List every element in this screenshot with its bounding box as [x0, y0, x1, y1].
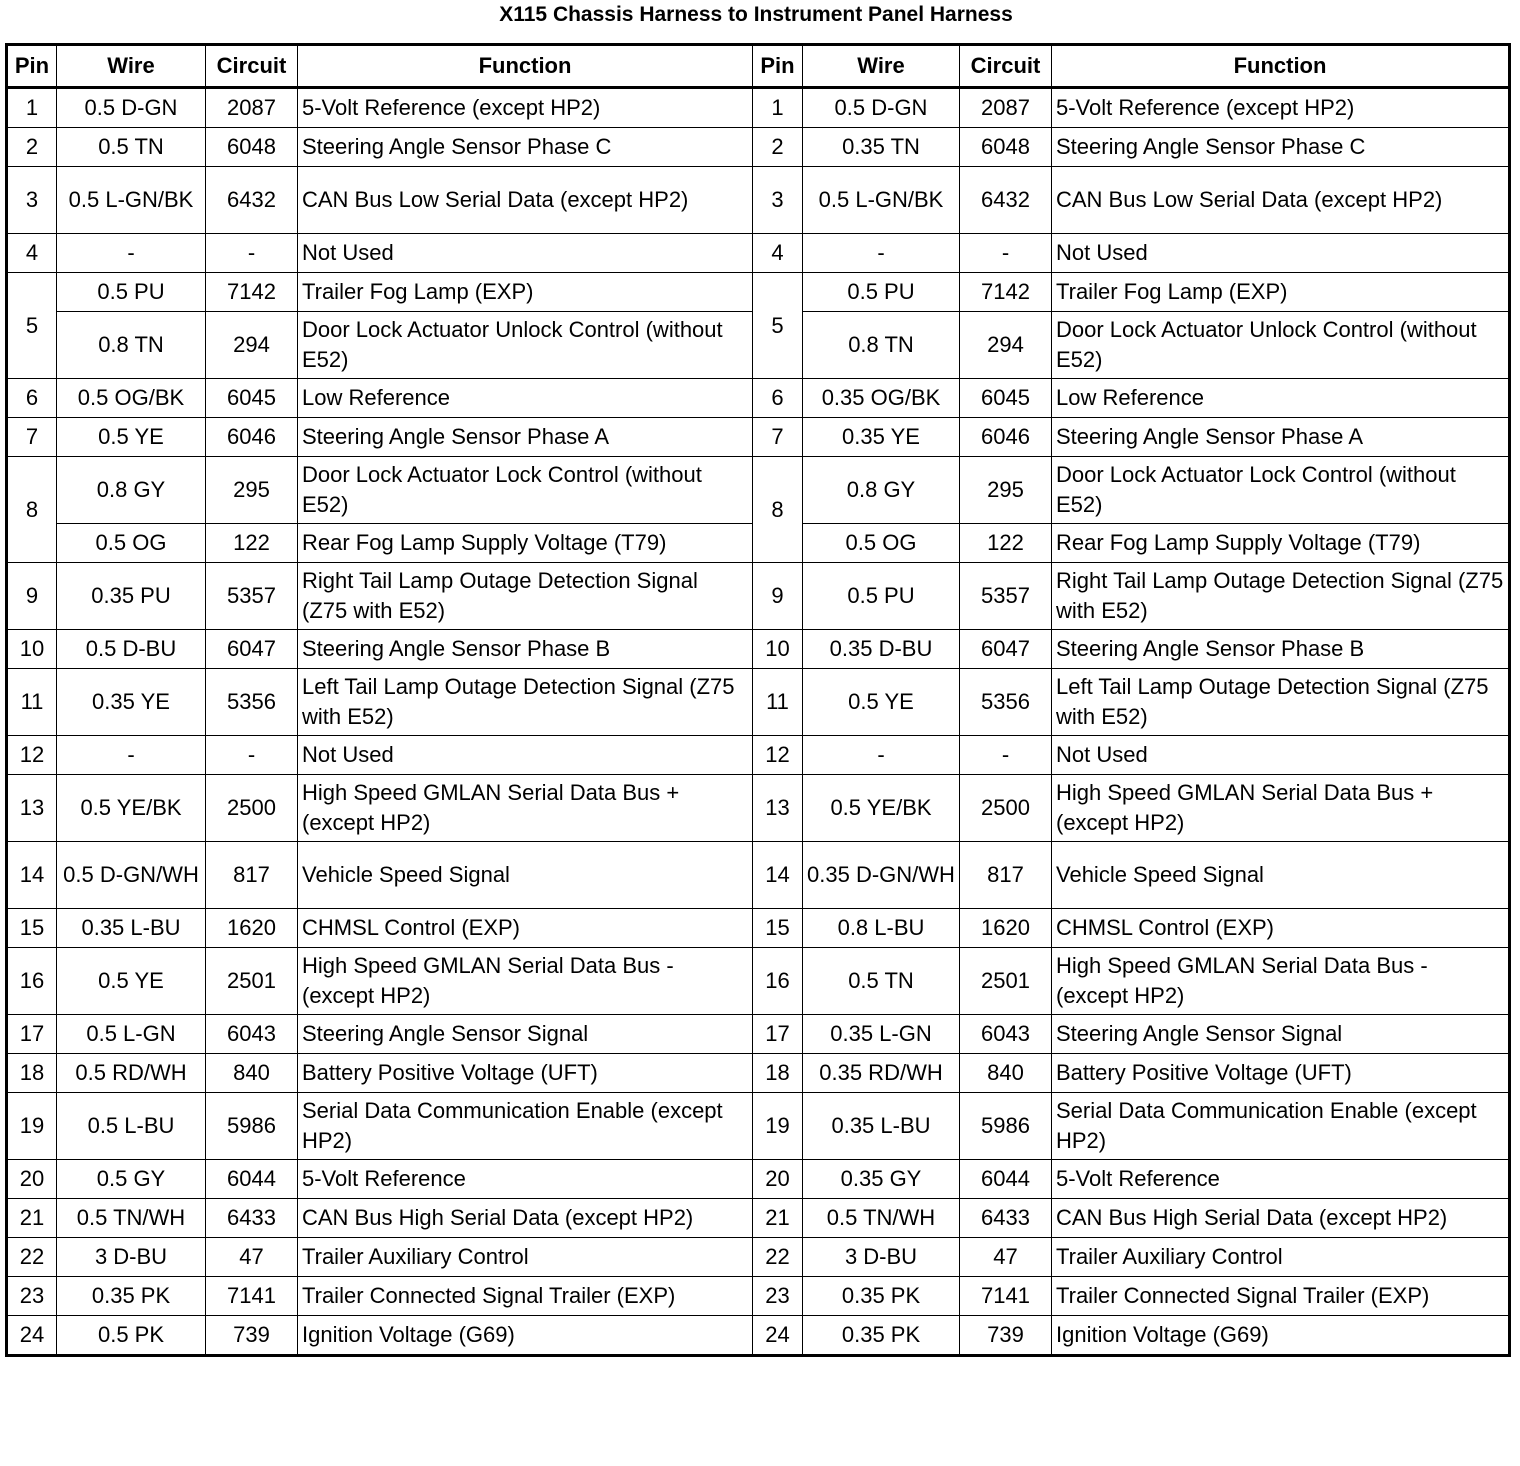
pin-cell: 14 [7, 842, 57, 909]
pin-cell: 23 [7, 1277, 57, 1316]
pin-cell: 22 [753, 1238, 803, 1277]
function-cell: Steering Angle Sensor Signal [1052, 1015, 1510, 1054]
pin-cell: 8 [753, 457, 803, 563]
circuit-cell: 6045 [206, 379, 298, 418]
wire-cell: 0.35 RD/WH [803, 1054, 960, 1093]
wire-cell: 0.5 YE/BK [803, 775, 960, 842]
wire-cell: 0.35 OG/BK [803, 379, 960, 418]
pin-cell: 1 [7, 88, 57, 128]
wire-cell: 0.5 OG [57, 524, 206, 563]
connector-pinout-table [5, 43, 1511, 1357]
pin-cell: 13 [753, 775, 803, 842]
circuit-cell: 5356 [206, 669, 298, 736]
function-cell: Right Tail Lamp Outage Detection Signal (Z75 with E52) [298, 563, 753, 630]
header-pin-left: Pin [7, 45, 57, 88]
table-row [7, 736, 1510, 775]
function-cell: High Speed GMLAN Serial Data Bus + (except HP2) [1052, 775, 1510, 842]
circuit-cell: 7142 [206, 273, 298, 312]
wire-cell: 0.35 PK [803, 1277, 960, 1316]
wire-cell: 0.5 RD/WH [57, 1054, 206, 1093]
wire-cell: 0.5 GY [57, 1160, 206, 1199]
function-cell: Battery Positive Voltage (UFT) [1052, 1054, 1510, 1093]
pin-cell: 12 [753, 736, 803, 775]
function-cell: High Speed GMLAN Serial Data Bus - (except HP2) [298, 948, 753, 1015]
pin-cell: 18 [7, 1054, 57, 1093]
circuit-cell: 6047 [960, 630, 1052, 669]
circuit-cell: 6432 [206, 167, 298, 234]
circuit-cell: 295 [960, 457, 1052, 524]
wire-cell: - [57, 736, 206, 775]
pin-cell: 17 [7, 1015, 57, 1054]
function-cell: CAN Bus High Serial Data (except HP2) [1052, 1199, 1510, 1238]
pin-cell: 4 [7, 234, 57, 273]
wire-cell: 0.8 TN [57, 312, 206, 379]
circuit-cell: 2501 [960, 948, 1052, 1015]
circuit-cell: - [960, 234, 1052, 273]
circuit-cell: 7141 [206, 1277, 298, 1316]
circuit-cell: 6433 [206, 1199, 298, 1238]
circuit-cell: 294 [206, 312, 298, 379]
pin-cell: 24 [753, 1316, 803, 1356]
function-cell: Serial Data Communication Enable (except HP2) [298, 1093, 753, 1160]
function-cell: Not Used [298, 234, 753, 273]
circuit-cell: 2500 [960, 775, 1052, 842]
circuit-cell: 6043 [206, 1015, 298, 1054]
circuit-cell: 2087 [206, 88, 298, 128]
table-row [7, 909, 1510, 948]
header-row [7, 45, 1510, 88]
function-cell: Steering Angle Sensor Phase A [1052, 418, 1510, 457]
header-circuit-right: Circuit [960, 45, 1052, 88]
document-title: X115 Chassis Harness to Instrument Panel Harness [499, 3, 1013, 26]
wire-cell: 0.5 L-GN [57, 1015, 206, 1054]
pin-cell: 5 [753, 273, 803, 379]
function-cell: Door Lock Actuator Lock Control (without E52) [1052, 457, 1510, 524]
wire-cell: 0.35 PK [57, 1277, 206, 1316]
wire-cell: 0.5 D-GN/WH [57, 842, 206, 909]
pin-cell: 21 [753, 1199, 803, 1238]
function-cell: Not Used [1052, 736, 1510, 775]
wire-cell: 0.35 PK [803, 1316, 960, 1356]
table-row [7, 1160, 1510, 1199]
wire-cell: 0.5 TN [803, 948, 960, 1015]
wire-cell: - [803, 234, 960, 273]
table-row [7, 1277, 1510, 1316]
circuit-cell: 840 [960, 1054, 1052, 1093]
function-cell: 5-Volt Reference (except HP2) [1052, 88, 1510, 128]
header-wire-right: Wire [803, 45, 960, 88]
function-cell: Serial Data Communication Enable (except HP2) [1052, 1093, 1510, 1160]
pin-cell: 23 [753, 1277, 803, 1316]
pin-cell: 7 [753, 418, 803, 457]
function-cell: Steering Angle Sensor Phase C [1052, 128, 1510, 167]
wire-cell: 0.5 YE/BK [57, 775, 206, 842]
pin-cell: 9 [753, 563, 803, 630]
wire-cell: 0.35 L-GN [803, 1015, 960, 1054]
function-cell: Low Reference [298, 379, 753, 418]
table-row [7, 948, 1510, 1015]
function-cell: Ignition Voltage (G69) [1052, 1316, 1510, 1356]
circuit-cell: 6044 [960, 1160, 1052, 1199]
circuit-cell: 294 [960, 312, 1052, 379]
wire-cell: 0.5 OG [803, 524, 960, 563]
function-cell: Rear Fog Lamp Supply Voltage (T79) [298, 524, 753, 563]
circuit-cell: 6047 [206, 630, 298, 669]
wire-cell: 0.5 D-GN [803, 88, 960, 128]
pin-cell: 7 [7, 418, 57, 457]
circuit-cell: 5986 [206, 1093, 298, 1160]
pin-cell: 8 [7, 457, 57, 563]
function-cell: Rear Fog Lamp Supply Voltage (T79) [1052, 524, 1510, 563]
function-cell: Steering Angle Sensor Phase B [298, 630, 753, 669]
wire-cell: 0.35 YE [57, 669, 206, 736]
wire-cell: 0.5 OG/BK [57, 379, 206, 418]
wire-cell: 0.35 PU [57, 563, 206, 630]
table-row [7, 1316, 1510, 1356]
function-cell: Door Lock Actuator Unlock Control (without E52) [298, 312, 753, 379]
header-function-right: Function [1052, 45, 1510, 88]
function-cell: 5-Volt Reference (except HP2) [298, 88, 753, 128]
table-row [7, 379, 1510, 418]
wire-cell: 0.5 PU [803, 563, 960, 630]
pin-cell: 4 [753, 234, 803, 273]
wire-cell: 0.35 YE [803, 418, 960, 457]
circuit-cell: 7141 [960, 1277, 1052, 1316]
wire-cell: 0.5 YE [803, 669, 960, 736]
wire-cell: 0.5 L-GN/BK [803, 167, 960, 234]
pin-cell: 10 [7, 630, 57, 669]
wire-cell: 0.35 L-BU [803, 1093, 960, 1160]
circuit-cell: 840 [206, 1054, 298, 1093]
pin-cell: 20 [753, 1160, 803, 1199]
function-cell: Trailer Auxiliary Control [1052, 1238, 1510, 1277]
wire-cell: 0.5 D-BU [57, 630, 206, 669]
function-cell: Vehicle Speed Signal [1052, 842, 1510, 909]
function-cell: Battery Positive Voltage (UFT) [298, 1054, 753, 1093]
function-cell: CAN Bus Low Serial Data (except HP2) [1052, 167, 1510, 234]
circuit-cell: 5357 [960, 563, 1052, 630]
wire-cell: 0.8 GY [803, 457, 960, 524]
pin-cell: 1 [753, 88, 803, 128]
circuit-cell: 6045 [960, 379, 1052, 418]
pin-cell: 13 [7, 775, 57, 842]
wire-cell: 0.5 TN/WH [803, 1199, 960, 1238]
pin-cell: 19 [7, 1093, 57, 1160]
function-cell: Not Used [1052, 234, 1510, 273]
circuit-cell: 47 [206, 1238, 298, 1277]
table-row [7, 1199, 1510, 1238]
wire-cell: 0.5 PU [803, 273, 960, 312]
function-cell: Ignition Voltage (G69) [298, 1316, 753, 1356]
function-cell: Steering Angle Sensor Phase B [1052, 630, 1510, 669]
circuit-cell: - [960, 736, 1052, 775]
circuit-cell: 5356 [960, 669, 1052, 736]
header-wire-left: Wire [57, 45, 206, 88]
table-row [7, 669, 1510, 736]
function-cell: CHMSL Control (EXP) [298, 909, 753, 948]
function-cell: CAN Bus High Serial Data (except HP2) [298, 1199, 753, 1238]
wire-cell: - [803, 736, 960, 775]
function-cell: Trailer Connected Signal Trailer (EXP) [1052, 1277, 1510, 1316]
circuit-cell: 6048 [960, 128, 1052, 167]
function-cell: Trailer Connected Signal Trailer (EXP) [298, 1277, 753, 1316]
table-row [7, 457, 1510, 524]
pin-cell: 16 [7, 948, 57, 1015]
wire-cell: 0.35 GY [803, 1160, 960, 1199]
pin-cell: 11 [753, 669, 803, 736]
table-row [7, 842, 1510, 909]
pin-cell: 6 [753, 379, 803, 418]
wire-cell: 0.5 YE [57, 418, 206, 457]
circuit-cell: 6432 [960, 167, 1052, 234]
pin-cell: 19 [753, 1093, 803, 1160]
circuit-cell: 739 [960, 1316, 1052, 1356]
wire-cell: 0.8 TN [803, 312, 960, 379]
function-cell: Door Lock Actuator Unlock Control (without E52) [1052, 312, 1510, 379]
pin-cell: 2 [7, 128, 57, 167]
wire-cell: 0.5 L-BU [57, 1093, 206, 1160]
table-row [7, 1093, 1510, 1160]
function-cell: CHMSL Control (EXP) [1052, 909, 1510, 948]
function-cell: Right Tail Lamp Outage Detection Signal (Z75 with E52) [1052, 563, 1510, 630]
circuit-cell: 47 [960, 1238, 1052, 1277]
wire-cell: 0.5 TN/WH [57, 1199, 206, 1238]
table-row [7, 128, 1510, 167]
wire-cell: 0.35 L-BU [57, 909, 206, 948]
function-cell: Left Tail Lamp Outage Detection Signal (Z75 with E52) [1052, 669, 1510, 736]
wire-cell: 0.35 D-BU [803, 630, 960, 669]
function-cell: CAN Bus Low Serial Data (except HP2) [298, 167, 753, 234]
pin-cell: 24 [7, 1316, 57, 1356]
pin-cell: 12 [7, 736, 57, 775]
pin-cell: 10 [753, 630, 803, 669]
pin-cell: 17 [753, 1015, 803, 1054]
wire-cell: 0.5 TN [57, 128, 206, 167]
header-circuit-left: Circuit [206, 45, 298, 88]
wire-cell: 0.5 PU [57, 273, 206, 312]
circuit-cell: 6046 [960, 418, 1052, 457]
pin-cell: 22 [7, 1238, 57, 1277]
circuit-cell: 2087 [960, 88, 1052, 128]
table-row [7, 167, 1510, 234]
function-cell: High Speed GMLAN Serial Data Bus + (except HP2) [298, 775, 753, 842]
function-cell: 5-Volt Reference [1052, 1160, 1510, 1199]
table-row [7, 775, 1510, 842]
wire-cell: 0.8 L-BU [803, 909, 960, 948]
circuit-cell: 122 [960, 524, 1052, 563]
pin-cell: 9 [7, 563, 57, 630]
function-cell: Left Tail Lamp Outage Detection Signal (Z75 with E52) [298, 669, 753, 736]
pin-cell: 2 [753, 128, 803, 167]
table-row [7, 1238, 1510, 1277]
circuit-cell: 1620 [206, 909, 298, 948]
circuit-cell: 295 [206, 457, 298, 524]
table-row [7, 1054, 1510, 1093]
pin-cell: 20 [7, 1160, 57, 1199]
circuit-cell: 739 [206, 1316, 298, 1356]
table-row [7, 563, 1510, 630]
header-pin-right: Pin [753, 45, 803, 88]
circuit-cell: 2500 [206, 775, 298, 842]
circuit-cell: 5357 [206, 563, 298, 630]
table-row [7, 418, 1510, 457]
table-row [7, 234, 1510, 273]
function-cell: Steering Angle Sensor Phase A [298, 418, 753, 457]
table-row [7, 273, 1510, 312]
function-cell: Steering Angle Sensor Phase C [298, 128, 753, 167]
wire-cell: 0.8 GY [57, 457, 206, 524]
pin-cell: 11 [7, 669, 57, 736]
table-row [7, 88, 1510, 128]
pin-cell: 15 [753, 909, 803, 948]
function-cell: Not Used [298, 736, 753, 775]
circuit-cell: 2501 [206, 948, 298, 1015]
circuit-cell: 122 [206, 524, 298, 563]
function-cell: Low Reference [1052, 379, 1510, 418]
function-cell: Trailer Fog Lamp (EXP) [1052, 273, 1510, 312]
pin-cell: 21 [7, 1199, 57, 1238]
circuit-cell: 1620 [960, 909, 1052, 948]
pin-cell: 16 [753, 948, 803, 1015]
function-cell: Steering Angle Sensor Signal [298, 1015, 753, 1054]
wire-cell: 0.5 YE [57, 948, 206, 1015]
header-function-left: Function [298, 45, 753, 88]
wire-cell: - [57, 234, 206, 273]
circuit-cell: 5986 [960, 1093, 1052, 1160]
pin-cell: 3 [7, 167, 57, 234]
wire-cell: 3 D-BU [57, 1238, 206, 1277]
pin-cell: 5 [7, 273, 57, 379]
table-row [7, 1015, 1510, 1054]
circuit-cell: - [206, 736, 298, 775]
pin-cell: 18 [753, 1054, 803, 1093]
circuit-cell: - [206, 234, 298, 273]
function-cell: Trailer Auxiliary Control [298, 1238, 753, 1277]
circuit-cell: 6044 [206, 1160, 298, 1199]
pin-cell: 3 [753, 167, 803, 234]
circuit-cell: 6048 [206, 128, 298, 167]
circuit-cell: 6046 [206, 418, 298, 457]
pin-cell: 15 [7, 909, 57, 948]
wire-cell: 3 D-BU [803, 1238, 960, 1277]
wire-cell: 0.35 D-GN/WH [803, 842, 960, 909]
function-cell: Vehicle Speed Signal [298, 842, 753, 909]
wire-cell: 0.35 TN [803, 128, 960, 167]
circuit-cell: 817 [206, 842, 298, 909]
circuit-cell: 6043 [960, 1015, 1052, 1054]
pin-cell: 6 [7, 379, 57, 418]
function-cell: Door Lock Actuator Lock Control (without E52) [298, 457, 753, 524]
function-cell: High Speed GMLAN Serial Data Bus - (except HP2) [1052, 948, 1510, 1015]
table-row [7, 630, 1510, 669]
circuit-cell: 6433 [960, 1199, 1052, 1238]
circuit-cell: 817 [960, 842, 1052, 909]
wire-cell: 0.5 L-GN/BK [57, 167, 206, 234]
function-cell: Trailer Fog Lamp (EXP) [298, 273, 753, 312]
wire-cell: 0.5 D-GN [57, 88, 206, 128]
function-cell: 5-Volt Reference [298, 1160, 753, 1199]
circuit-cell: 7142 [960, 273, 1052, 312]
pin-cell: 14 [753, 842, 803, 909]
wire-cell: 0.5 PK [57, 1316, 206, 1356]
